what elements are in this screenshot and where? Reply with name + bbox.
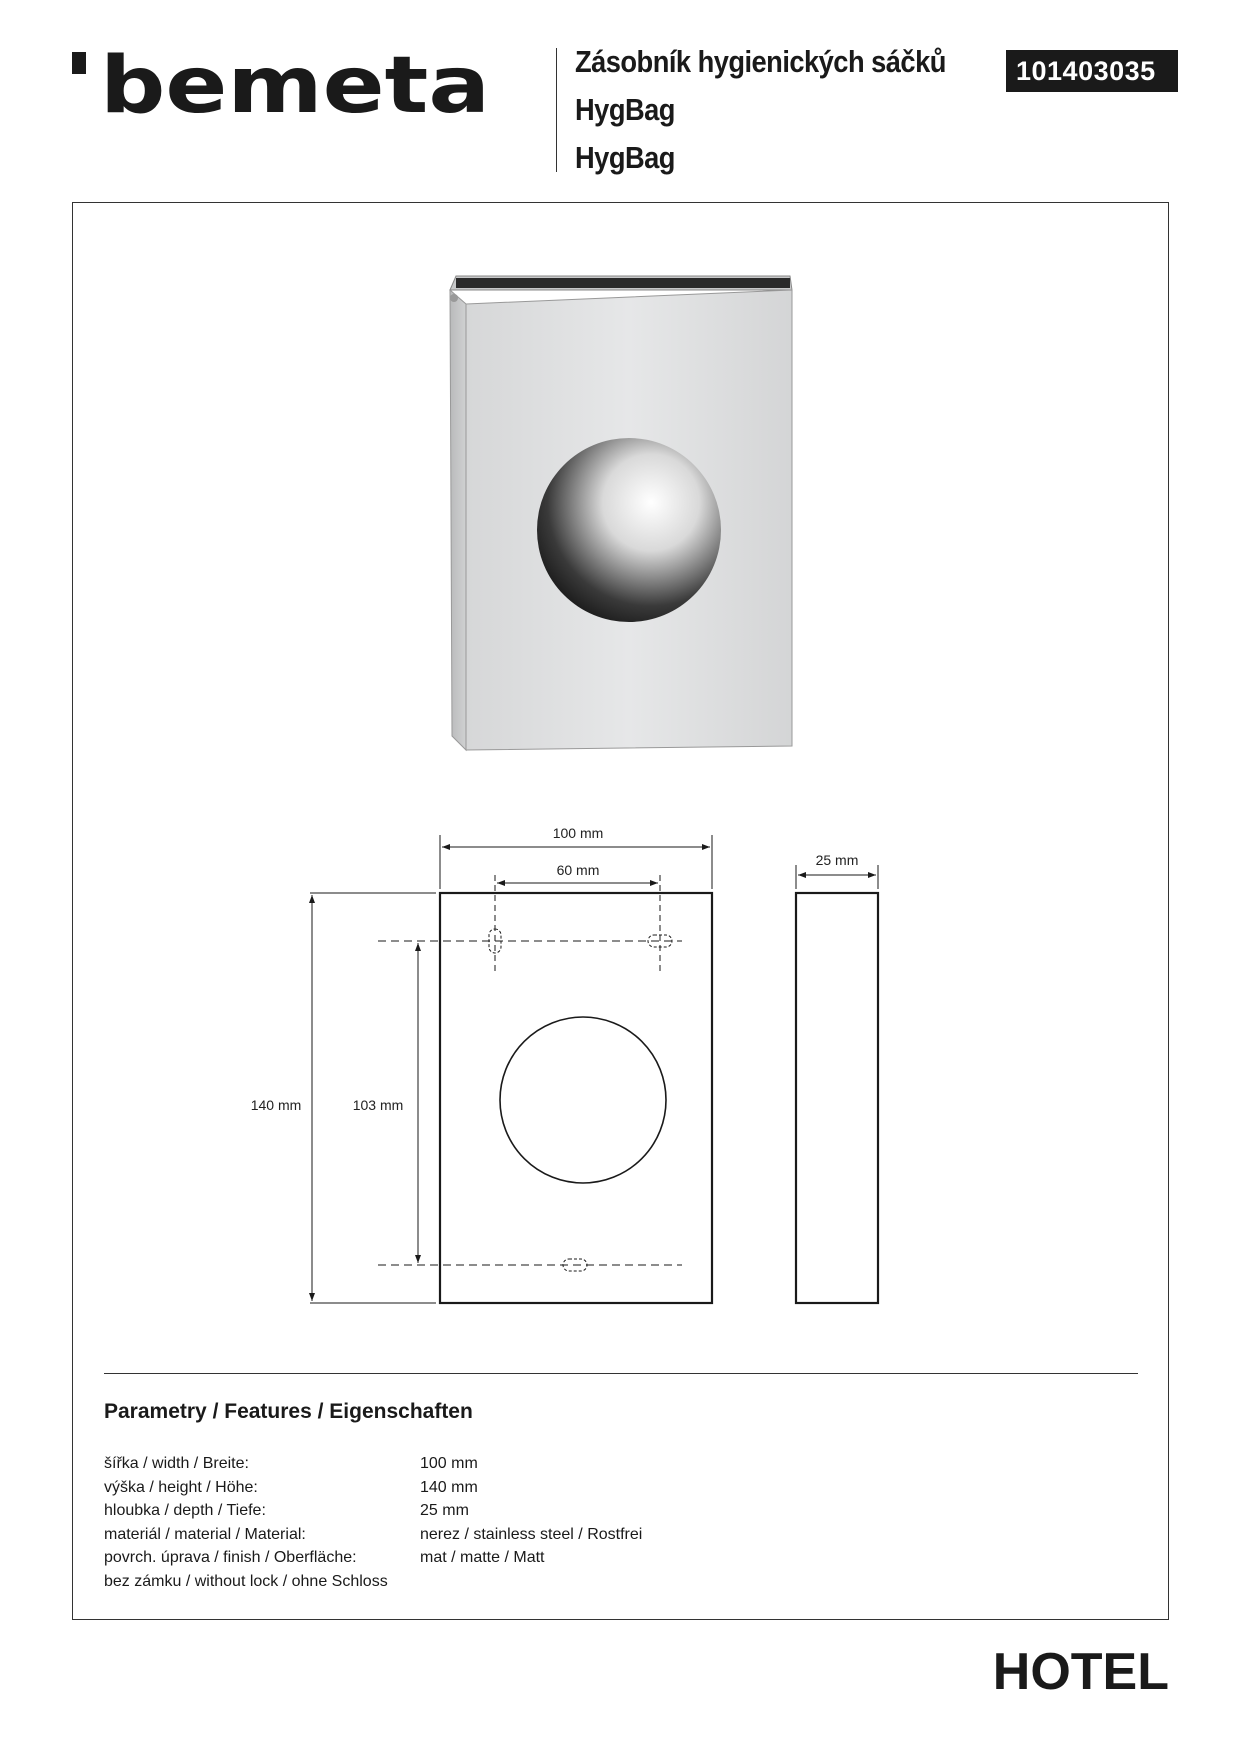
product-titles	[575, 38, 996, 182]
feature-label: bez zámku / without lock / ohne Schloss	[104, 1572, 388, 1590]
feature-value: nerez / stainless steel / Rostfrei	[420, 1525, 643, 1543]
feature-row-height	[104, 1476, 642, 1500]
dim-hole-spacing-label: 60 mm	[556, 862, 600, 878]
dim-vertical-spacing-label: 103 mm	[352, 1097, 404, 1113]
feature-value: 140 mm	[420, 1478, 478, 1496]
technical-drawing	[230, 815, 910, 1315]
feature-label: šířka / width / Breite:	[104, 1455, 249, 1472]
features-title: Parametry / Features / Eigenschaften	[104, 1400, 473, 1423]
dim-depth-label: 25 mm	[815, 852, 859, 868]
header-separator	[556, 48, 557, 172]
category-label: HOTEL	[992, 1643, 1169, 1701]
feature-label: materiál / material / Material:	[104, 1525, 306, 1543]
title-de: HygBag	[575, 140, 675, 175]
opening-circle	[500, 1017, 666, 1183]
product-code-badge: 101403035	[1006, 50, 1178, 92]
side-outline	[796, 893, 878, 1303]
feature-row-depth	[104, 1499, 642, 1523]
feature-value: 100 mm	[420, 1455, 478, 1472]
dim-height-label: 140 mm	[250, 1097, 302, 1113]
feature-row-lock	[104, 1570, 642, 1594]
features-list	[104, 1452, 642, 1593]
features-divider	[104, 1373, 1138, 1374]
title-en: HygBag	[575, 92, 675, 127]
feature-value: 25 mm	[420, 1502, 469, 1519]
feature-label: povrch. úprava / finish / Oberfläche:	[104, 1549, 357, 1566]
front-outline	[440, 893, 712, 1303]
feature-row-finish	[104, 1546, 642, 1570]
feature-label: výška / height / Höhe:	[104, 1478, 258, 1496]
dim-width-label: 100 mm	[552, 825, 604, 841]
feature-row-width	[104, 1452, 642, 1476]
feature-label: hloubka / depth / Tiefe:	[104, 1502, 266, 1519]
feature-value: mat / matte / Matt	[420, 1549, 545, 1566]
product-photo	[440, 268, 800, 758]
brand-logo	[72, 48, 492, 120]
brand-logo-text: BEMETA	[100, 48, 490, 120]
feature-row-material	[104, 1523, 642, 1547]
title-cz: Zásobník hygienických sáčků	[575, 44, 946, 79]
